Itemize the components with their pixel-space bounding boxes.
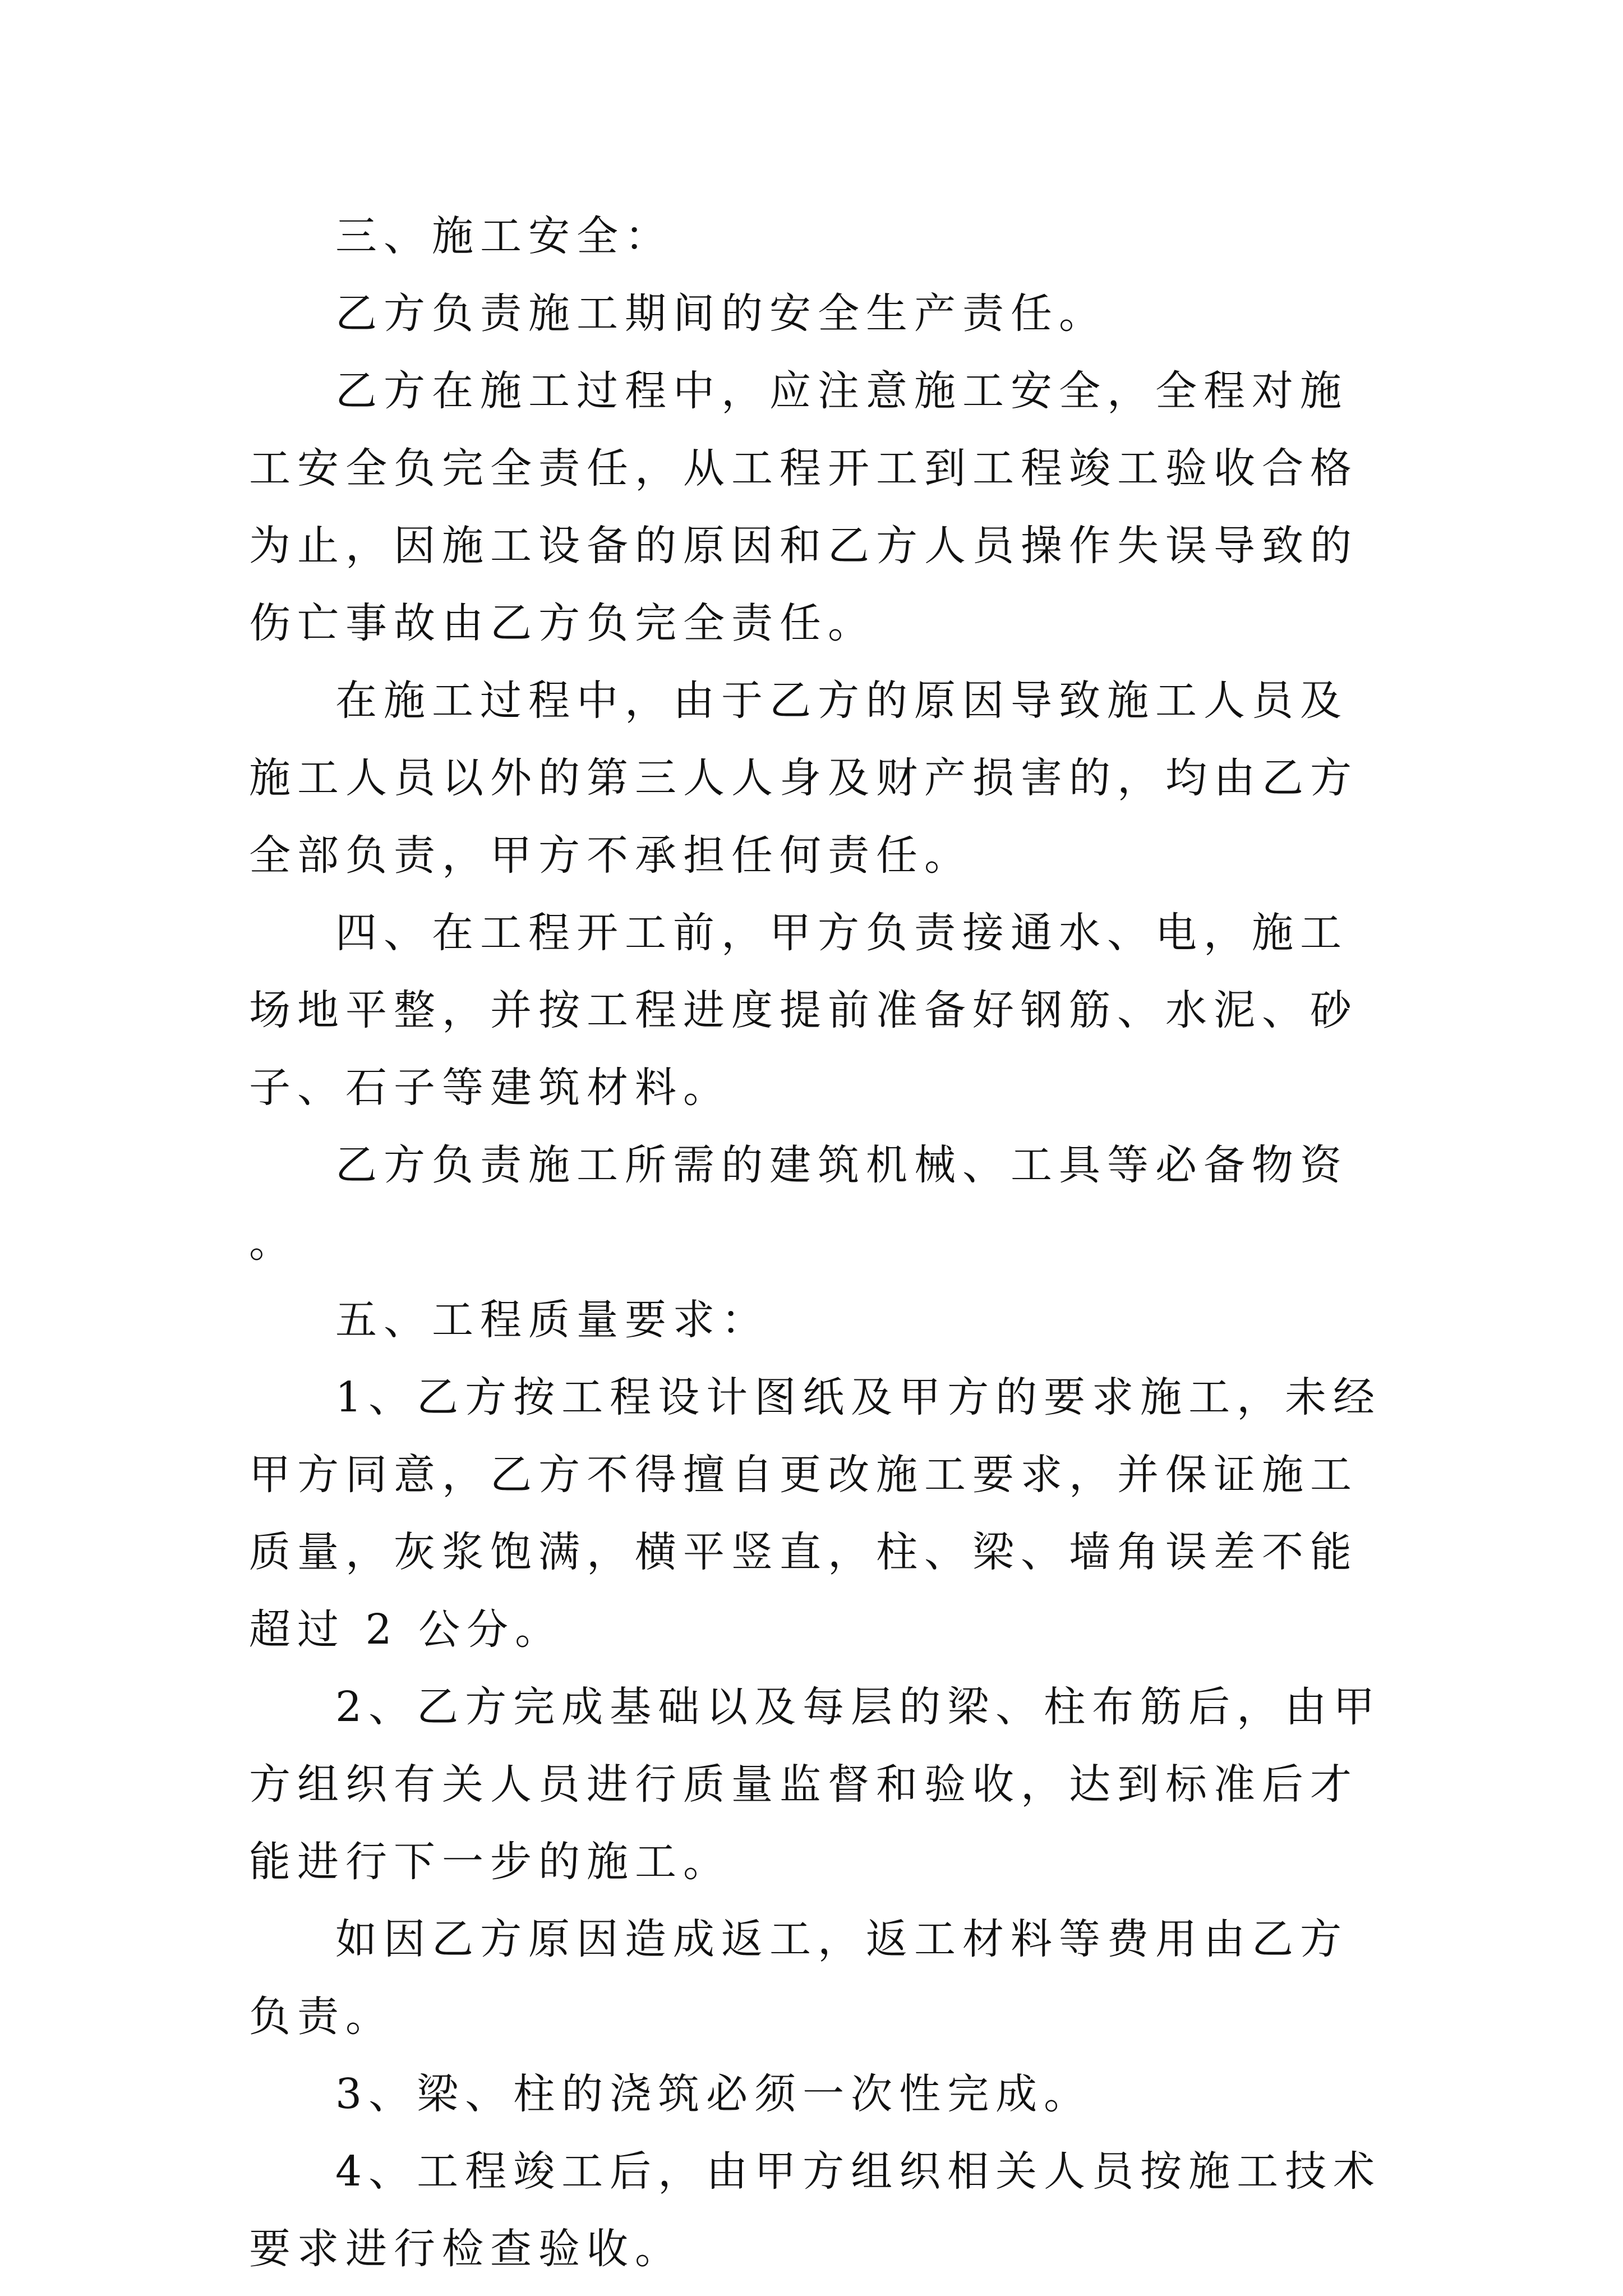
paragraph: 乙方负责施工所需的建筑机械、工具等必备物资。 xyxy=(249,1141,1348,1267)
paragraph-item-4: 4、工程竣工后，由甲方组织相关人员按施工技术要求进行检查验收。 xyxy=(249,2147,1382,2273)
paragraph-section-5-heading: 五、工程质量要求： xyxy=(335,1296,769,1344)
paragraph: 如因乙方原因造成返工，返工材料等费用由乙方负责。 xyxy=(249,1915,1348,2041)
paragraph-item-1: 1、乙方按工程设计图纸及甲方的要求施工，未经甲方同意，乙方不得擅自更改施工要求，并保证施工质量，灰浆饱满，横平竖直，柱、梁、墙角误差不能超过 2 公分。 xyxy=(249,1373,1382,1654)
document-body xyxy=(249,197,1390,2288)
paragraph-section-3-heading: 三、施工安全： xyxy=(335,212,673,260)
paragraph-item-2: 2、乙方完成基础以及每层的梁、柱布筋后，由甲方组织有关人员进行质量监督和验收，达到标准后才能进行下一步的施工。 xyxy=(249,1683,1382,1886)
paragraph: 在施工过程中，由于乙方的原因导致施工人员及施工人员以外的第三人人身及财产损害的，均由乙方全部负责，甲方不承担任何责任。 xyxy=(249,677,1358,880)
paragraph-item-3: 3、梁、柱的浇筑必须一次性完成。 xyxy=(335,2070,1092,2118)
paragraph: 乙方负责施工期间的安全生产责任。 xyxy=(335,289,1107,338)
paragraph: 乙方在施工过程中，应注意施工安全，全程对施工安全负完全责任，从工程开工到工程竣工验收合格为止，因施工设备的原因和乙方人员操作失误导致的伤亡事故由乙方负完全责任。 xyxy=(249,367,1358,647)
paragraph-section-4: 四、在工程开工前，甲方负责接通水、电，施工场地平整，并按工程进度提前准备好钢筋、水泥、砂子、石子等建筑材料。 xyxy=(249,909,1358,1112)
